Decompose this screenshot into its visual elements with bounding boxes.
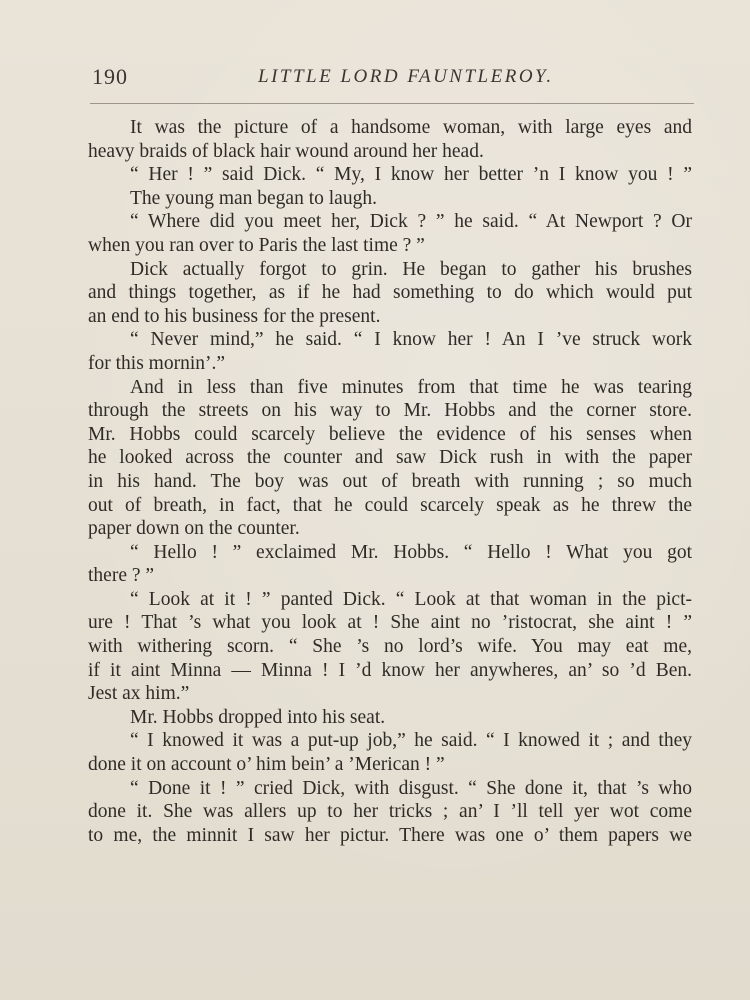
- text-line: “ Look at it ! ” panted Dick. “ Look at that woman in the pict-: [130, 588, 692, 610]
- text-line: “ Hello ! ” exclaimed Mr. Hobbs. “ Hello ! What you got: [130, 541, 692, 563]
- text-line: if it aint Minna — Minna ! I ’d know her anywheres, an’ so ’d Ben.: [88, 659, 692, 681]
- text-line: with withering scorn. “ She ’s no lord’s wife. You may eat me,: [88, 636, 692, 658]
- text-line: And in less than five minutes from that time he was tearing: [130, 376, 692, 398]
- text-line: for this mornin’.”: [88, 352, 226, 374]
- text-line: Mr. Hobbs dropped into his seat.: [130, 706, 386, 728]
- text-line: done it on account o’ him bein’ a ’Merican ! ”: [88, 754, 445, 776]
- text-line: Mr. Hobbs could scarcely believe the evidence of his senses when: [88, 423, 692, 445]
- text-line: “ I knowed it was a put-up job,” he said. “ I knowed it ; and they: [130, 730, 692, 752]
- text-line: “ Her ! ” said Dick. “ My, I know her better ’n I know you ! ”: [130, 164, 692, 186]
- text-line: when you ran over to Paris the last time ? ”: [88, 234, 425, 256]
- text-line: and things together, as if he had something to do which would put: [88, 282, 692, 304]
- text-line: “ Where did you meet her, Dick ? ” he said. “ At Newport ? Or: [130, 211, 692, 233]
- text-line: “ Never mind,” he said. “ I know her ! An I ’ve struck work: [130, 329, 692, 351]
- page-number: 190: [92, 64, 128, 89]
- text-line: to me, the minnit I saw her pictur. There was one o’ them papers we: [88, 824, 692, 846]
- text-line: an end to his business for the present.: [88, 305, 381, 327]
- text-line: Jest ax him.”: [88, 683, 190, 705]
- text-line: there ? ”: [88, 565, 155, 587]
- running-head: [0, 60, 750, 100]
- text-body: [88, 116, 692, 847]
- text-line: through the streets on his way to Mr. Hobbs and the corner store.: [88, 400, 692, 422]
- text-line: paper down on the counter.: [88, 518, 300, 540]
- text-line: heavy braids of black hair wound around her head.: [88, 140, 484, 162]
- text-line: Dick actually forgot to grin. He began to gather his brushes: [130, 258, 692, 280]
- text-line: “ Done it ! ” cried Dick, with disgust. “ She done it, that ’s who: [130, 777, 692, 799]
- text-line: done it. She was allers up to her tricks ; an’ I ’ll tell yer wot come: [88, 801, 692, 823]
- text-line: ure ! That ’s what you look at ! She aint no ’ristocrat, she aint ! ”: [88, 612, 692, 634]
- text-line: It was the picture of a handsome woman, with large eyes and: [130, 117, 692, 138]
- running-title: LITTLE LORD FAUNTLEROY.: [258, 66, 554, 87]
- text-line: he looked across the counter and saw Dick rush in with the paper: [88, 447, 692, 469]
- text-line: out of breath, in fact, that he could scarcely speak as he threw the: [88, 494, 692, 516]
- text-line: The young man began to laugh.: [130, 187, 377, 209]
- header-rule: [90, 103, 694, 104]
- text-line: in his hand. The boy was out of breath with running ; so much: [88, 470, 692, 492]
